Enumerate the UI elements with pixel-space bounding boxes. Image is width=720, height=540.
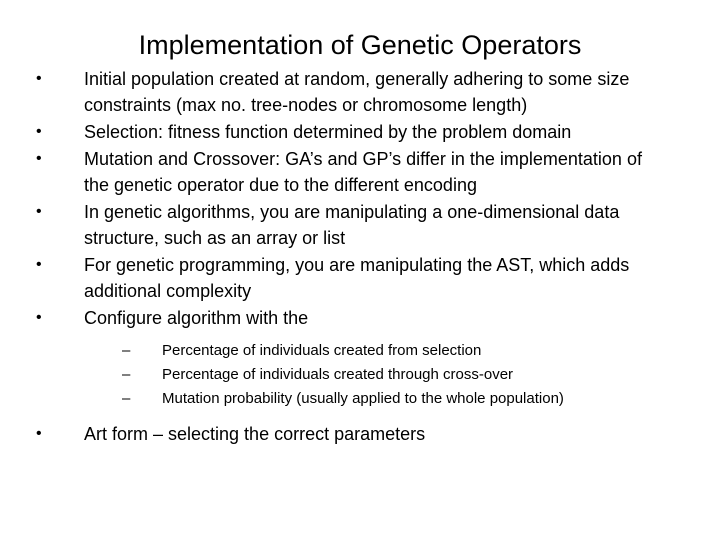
dash-icon: – — [122, 390, 131, 407]
sub-bullet-item — [84, 339, 666, 363]
bullet-icon: • — [36, 309, 42, 326]
sub-bullet-item — [84, 363, 666, 387]
bullet-item — [36, 146, 666, 198]
sub-bullet-list — [84, 339, 666, 411]
bullet-text: For genetic programming, you are manipulating the AST, which adds additional complexity — [84, 255, 630, 301]
bullet-text: Art form – selecting the correct parameters — [84, 424, 426, 444]
bullet-item — [36, 199, 666, 251]
dash-icon: – — [122, 342, 131, 359]
bullet-item — [36, 305, 666, 411]
bullet-text: Initial population created at random, generally adhering to some size constraints (max no. tree-nodes or chromosome length) — [84, 69, 630, 115]
sub-bullet-item — [84, 387, 666, 411]
bullet-item — [36, 421, 666, 447]
dash-icon: – — [122, 366, 131, 383]
bullet-icon: • — [36, 425, 42, 442]
bullet-text: Configure algorithm with the — [84, 308, 309, 328]
bullet-text: Selection: fitness function determined by the problem domain — [84, 122, 572, 142]
bullet-item — [36, 252, 666, 304]
bullet-item — [36, 119, 666, 145]
sub-bullet-text: Mutation probability (usually applied to the whole population) — [162, 390, 564, 407]
bullet-list — [36, 66, 666, 448]
bullet-icon: • — [36, 203, 42, 220]
bullet-item — [36, 66, 666, 118]
bullet-text: Mutation and Crossover: GA’s and GP’s differ in the implementation of the genetic operator due to the different encoding — [84, 149, 642, 195]
bullet-icon: • — [36, 70, 42, 87]
bullet-text: In genetic algorithms, you are manipulating a one-dimensional data structure, such as an array or list — [84, 202, 620, 248]
bullet-icon: • — [36, 256, 42, 273]
bullet-icon: • — [36, 123, 42, 140]
slide-title: Implementation of Genetic Operators — [138, 30, 582, 60]
sub-bullet-text: Percentage of individuals created through cross-over — [162, 366, 514, 383]
bullet-icon: • — [36, 150, 42, 167]
sub-bullet-text: Percentage of individuals created from selection — [162, 342, 482, 359]
